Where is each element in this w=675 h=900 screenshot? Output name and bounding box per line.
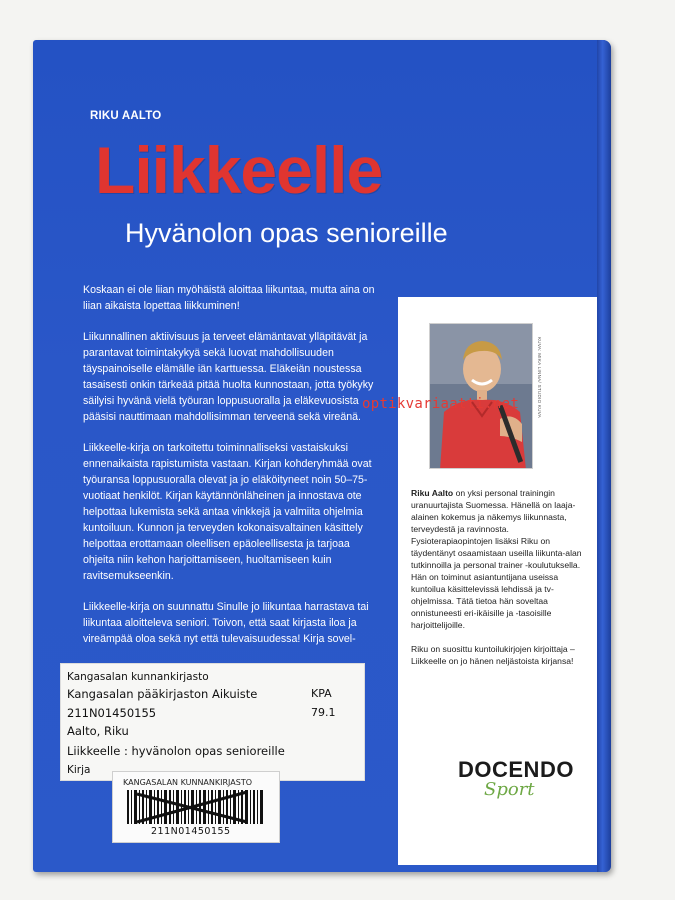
blurb-text	[83, 282, 383, 662]
library-label	[60, 663, 365, 781]
barcode-sticker	[112, 771, 280, 843]
label-class-number: 79.1	[311, 706, 336, 719]
blurb-paragraph: Liikunnallinen aktiivisuus ja terveet elämäntavat ylläpitävät ja parantavat toimintakykyä sekä luovat mahdollisuuden täyspainoiselle elämälle iän karttuessa. Eläkeiän noustessa tasaisesti onkin tärkeää pitää huolta kunnostaan, jotta työkyky säilyisi hyvänä vielä työuran loppusuoralla ja eläkevuosista pääsisi nauttimaan mahdollisimman terveenä sekä vireänä.	[83, 331, 374, 423]
label-branch-code: KPA	[311, 687, 332, 700]
publisher-name: DOCENDO	[458, 757, 574, 782]
book-back-cover	[33, 40, 611, 872]
publisher-imprint: Sport	[484, 779, 535, 800]
author-bio	[411, 487, 591, 679]
bio-paragraph: Riku on suosittu kuntoilukirjojen kirjoittaja – Liikkeelle on jo hänen neljästoista kirjansa!	[411, 644, 575, 666]
book-subtitle: Hyvänolon opas senioreille	[125, 218, 448, 248]
label-item-id: 211N01450155	[67, 706, 157, 720]
barcode-icon	[127, 790, 267, 824]
book-spine-edge	[597, 40, 611, 872]
label-author: Aalto, Riku	[67, 724, 129, 738]
barcode-number: 211N01450155	[151, 826, 231, 837]
site-watermark: optikvariaatti.net	[362, 396, 520, 412]
blurb-paragraph: Koskaan ei ole liian myöhäistä aloittaa liikuntaa, mutta aina on liian aikaista lopettaa liikkuminen!	[83, 284, 375, 312]
blurb-paragraph: Liikkeelle-kirja on suunnattu Sinulle jo liikuntaa harrastava tai liikuntaa aloitteleva seniori. Toivon, että saat kirjasta iloa ja vireämpää oloa sekä nyt että tulevaisuudessa! Kirja sovel-	[83, 601, 369, 645]
bio-author-name: Riku Aalto	[411, 488, 454, 498]
book-title: Liikkeelle	[95, 133, 383, 207]
label-title: Liikkeelle : hyvänolon opas senioreille	[67, 744, 285, 758]
author-name: RIKU AALTO	[90, 110, 162, 122]
author-sidebar	[398, 297, 597, 865]
bio-paragraph	[411, 487, 591, 631]
blurb-paragraph: Liikkeelle-kirja on tarkoitettu toiminnalliseksi vastaiskuksi ennenaikaista rapistumista vastaan. Kirjan kohderyhmää ovat työuransa loppusuoralla olevat ja jo eläköityneet noin 50–75-vuotiaat henkilöt. Kirjan käytännönläheinen ja innostava ote helpottaa lukemista sekä antaa vinkkejä ja valmiita ohjelmia kuntoiluun. Kunnon ja terveyden kokonaisvaltainen käsittely helpottaa erottamaan oleellisen epäoleellisesta ja tarjoaa ohjeita niin kehon harjoittamiseen, huoltamiseen kuin ravitsemukseenkin.	[83, 442, 372, 582]
label-material-type: Kirja	[67, 764, 91, 776]
bio-text: on yksi personal trainingin uranuurtajista Suomessa. Hänellä on laaja-alainen kokemus ja näkemys liikunnasta, terveydestä ja ravinnosta. Fysioterapiaopintojen lisäksi Riku on täydentänyt osaamistaan useilla liikunta-alan tutkinnoilla ja personal trainer -koulutuksella. Hän on toiminut asiantuntijana useissa kuntoilua käsittelevissä lehdissä ja tv-ohjelmissa. Tätä tietoa hän soveltaa onnistuneesti eri-ikäisille ja -tasoisille harjoittelijoille.	[411, 488, 582, 630]
label-branch: Kangasalan pääkirjaston Aikuiste	[67, 687, 258, 701]
label-library-name: Kangasalan kunnankirjasto	[67, 671, 209, 683]
photo-credit: KUVA: MIKA LINNA/ STUDIO KUVA	[537, 337, 542, 419]
barcode-header: KANGASALAN KUNNANKIRJASTO	[123, 778, 253, 787]
publisher-logo	[458, 757, 588, 800]
